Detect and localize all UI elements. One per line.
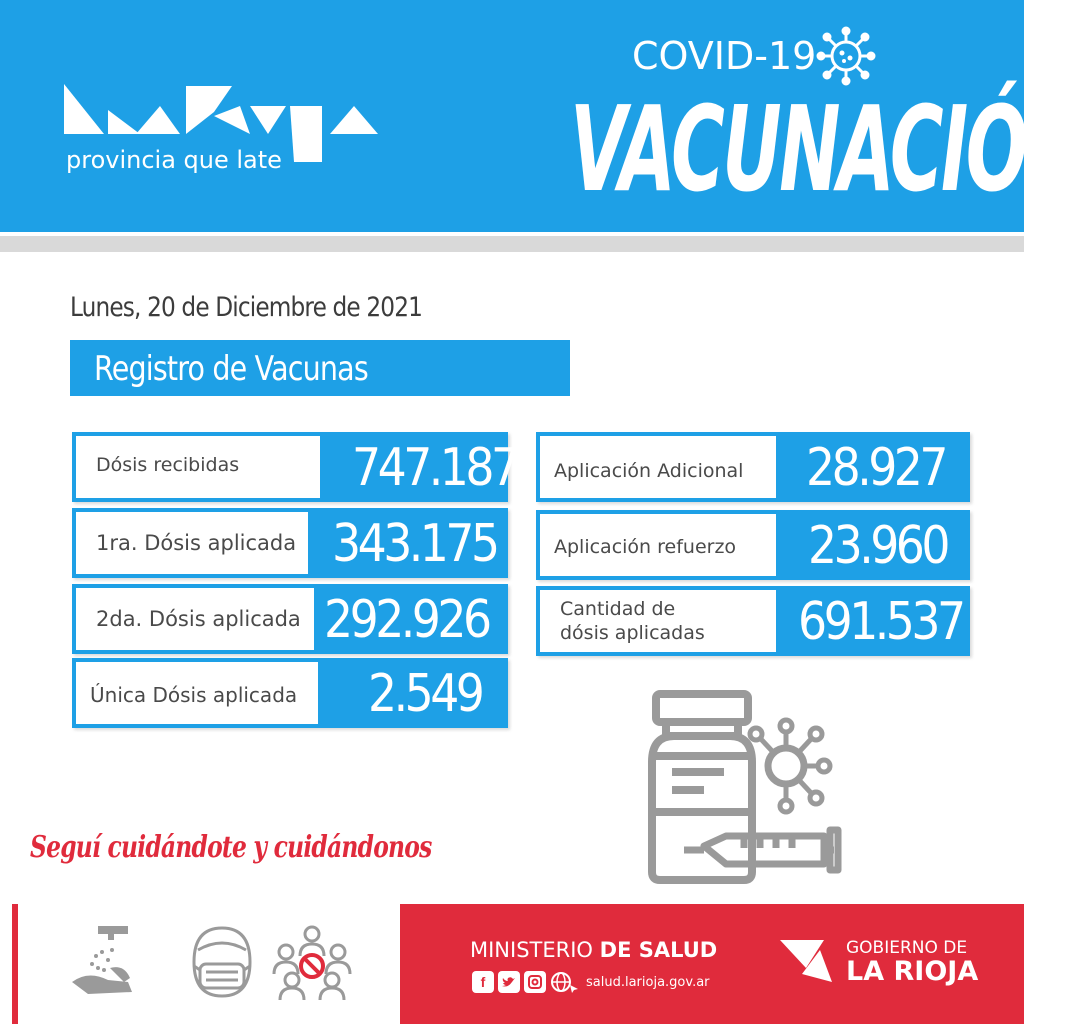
instagram-icon[interactable] xyxy=(524,971,546,993)
stat-segunda-dosis xyxy=(72,584,508,654)
stat-value: 691.537 xyxy=(798,592,963,652)
stat-label: Aplicación refuerzo xyxy=(554,536,737,558)
stat-label: 1ra. Dósis aplicada xyxy=(96,531,297,555)
section-title: Registro de Vacunas xyxy=(94,349,368,389)
logo-tagline: provincia que late xyxy=(66,146,282,174)
stat-label-line2: dósis aplicadas xyxy=(560,622,705,644)
stat-value: 292.926 xyxy=(324,590,489,650)
face-mask-icon xyxy=(182,922,262,1002)
ministerio-prefix: MINISTERIO xyxy=(470,938,593,962)
hand-wash-icon xyxy=(68,922,148,1002)
stat-cantidad-dosis xyxy=(536,586,970,656)
stat-label-line1: Cantidad de xyxy=(560,598,676,620)
stat-dosis-recibidas xyxy=(72,432,517,502)
covid-label: COVID-19 xyxy=(632,34,817,78)
website-link[interactable]: salud.larioja.gov.ar xyxy=(586,974,710,990)
stat-value: 747.187 xyxy=(352,438,517,498)
stat-primera-dosis xyxy=(72,508,508,578)
footer-banner xyxy=(400,904,1024,1024)
gobierno-name: LA RIOJA xyxy=(846,956,979,987)
report-date: Lunes, 20 de Diciembre de 2021 xyxy=(70,292,423,323)
web-icon xyxy=(550,971,580,993)
section-title-bar xyxy=(70,340,570,396)
stat-aplicacion-adicional xyxy=(536,432,970,502)
footer-accent-line xyxy=(12,904,18,1024)
stat-aplicacion-refuerzo xyxy=(536,510,970,580)
twitter-icon[interactable] xyxy=(498,971,520,993)
no-gathering-icon xyxy=(272,922,352,1002)
stat-value: 23.960 xyxy=(808,516,947,576)
stat-label: 2da. Dósis aplicada xyxy=(96,607,301,631)
social-links xyxy=(472,970,710,994)
ministerio-bold: DE SALUD xyxy=(599,938,718,962)
gobierno-label: GOBIERNO DE xyxy=(846,938,968,958)
slogan: Seguí cuidándote y cuidándonos xyxy=(30,830,432,865)
page-title: VACUNACIÓN xyxy=(570,80,1084,218)
vaccine-vial-icon xyxy=(634,686,844,886)
stat-label: Aplicación Adicional xyxy=(554,460,744,482)
header-banner xyxy=(0,0,1084,232)
header-divider xyxy=(0,236,1024,252)
stat-label: Única Dósis aplicada xyxy=(90,683,298,707)
stat-value: 343.175 xyxy=(332,514,497,574)
stat-label: Dósis recibidas xyxy=(96,454,240,476)
virus-icon xyxy=(816,26,876,86)
gobierno-logo-icon xyxy=(780,938,836,984)
stat-unica-dosis xyxy=(72,658,508,728)
syringe-icon xyxy=(684,830,838,870)
facebook-icon[interactable]: f xyxy=(472,971,494,993)
stat-value: 2.549 xyxy=(368,664,482,724)
stat-value: 28.927 xyxy=(806,438,945,498)
ministerio-label xyxy=(470,938,717,962)
virus-small-icon xyxy=(750,720,830,812)
